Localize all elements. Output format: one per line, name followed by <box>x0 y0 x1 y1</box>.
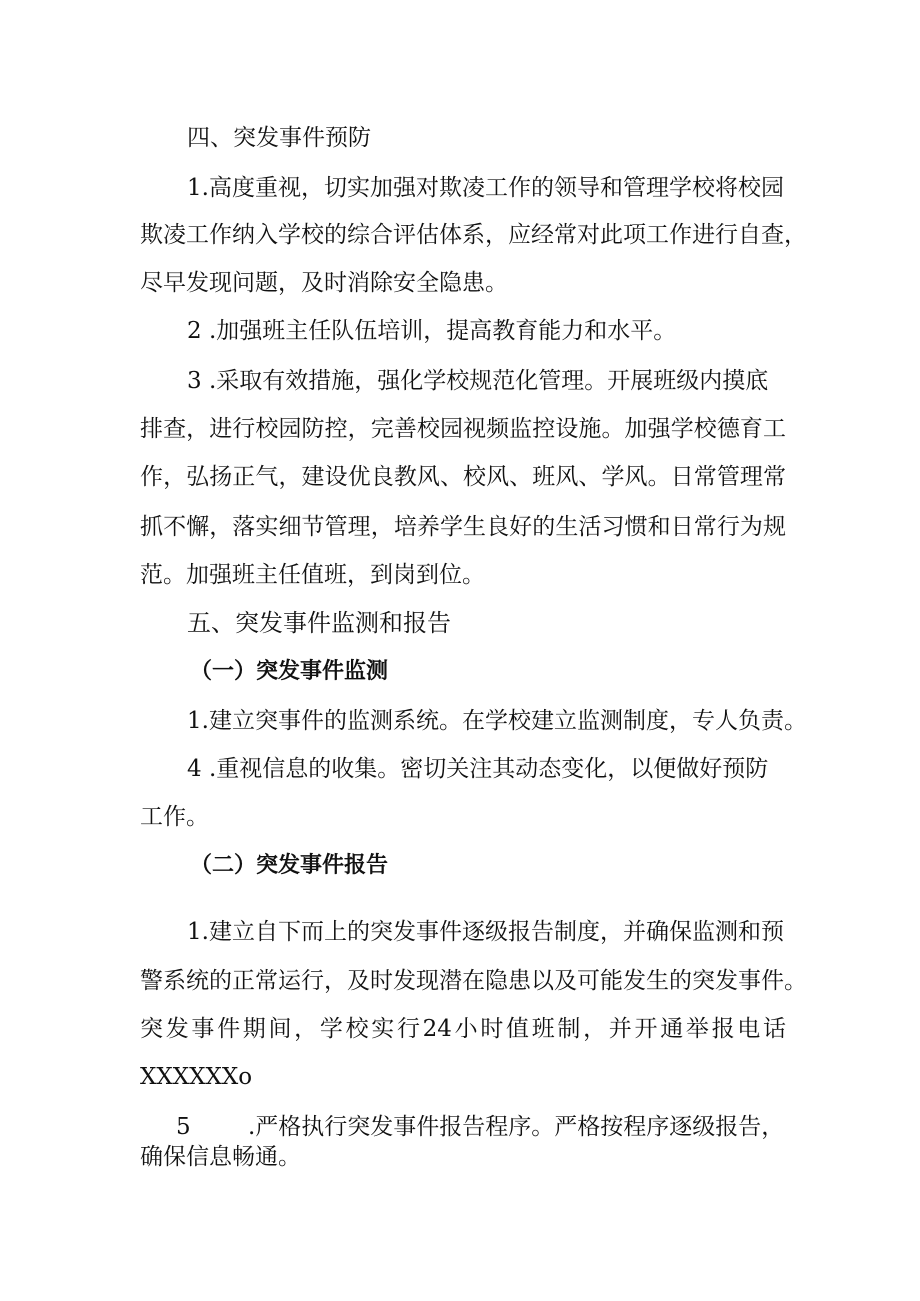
section-4-p1-line3: 尽早发现问题，及时消除安全隐患。 <box>140 270 508 296</box>
reporting-p2-line2: 确保信息畅通。 <box>140 1144 301 1170</box>
monitoring-p2-line1: 4 .重视信息的收集。密切关注其动态变化，以便做好预防 <box>187 756 769 782</box>
reporting-p1-line2: 警系统的正常运行，及时发现潜在隐患以及可能发生的突发事件。 <box>140 968 807 994</box>
section-4-p3-line4: 抓不懈，落实细节管理，培养学生良好的生活习惯和日常行为规 <box>140 514 786 540</box>
monitoring-p1-line1: 1.建立突事件的监测系统。在学校建立监测制度，专人负责。 <box>187 708 807 734</box>
section-4-heading: 四、突发事件预防 <box>187 125 371 151</box>
section-4-p2-line1: 2 .加强班主任队伍培训，提高教育能力和水平。 <box>187 318 677 344</box>
section-4-p1-line1: 1.高度重视，切实加强对欺凌工作的领导和管理学校将校园 <box>187 175 784 201</box>
reporting-p1-line1: 1.建立自下而上的突发事件逐级报告制度，并确保监测和预 <box>187 919 784 945</box>
reporting-p2-number: 5 <box>176 1114 191 1140</box>
reporting-p2-line1: .严格执行突发事件报告程序。严格按程序逐级报告， <box>248 1114 785 1140</box>
subsection-monitoring-heading: （一）突发事件监测 <box>190 659 389 684</box>
reporting-p1-line3: 突发事件期间，学校实行24小时值班制，并开通举报电话 <box>140 1016 786 1042</box>
monitoring-p2-line2: 工作。 <box>140 804 209 830</box>
reporting-p1-line4: XXXXXXo <box>140 1064 253 1090</box>
section-4-p3-line1: 3 .采取有效措施，强化学校规范化管理。开展班级内摸底 <box>187 368 769 394</box>
section-4-p3-line5: 范。加强班主任值班，到岗到位。 <box>140 562 485 588</box>
section-5-heading: 五、突发事件监测和报告 <box>187 609 451 637</box>
section-4-p3-line3: 作，弘扬正气，建设优良教风、校风、班风、学风。日常管理常 <box>140 464 786 490</box>
section-4-p3-line2: 排查，进行校园防控，完善校园视频监控设施。加强学校德育工 <box>140 416 786 442</box>
subsection-reporting-heading: （二）突发事件报告 <box>190 853 389 878</box>
section-4-p1-line2: 欺凌工作纳入学校的综合评估体系，应经常对此项工作进行自查， <box>140 222 807 248</box>
